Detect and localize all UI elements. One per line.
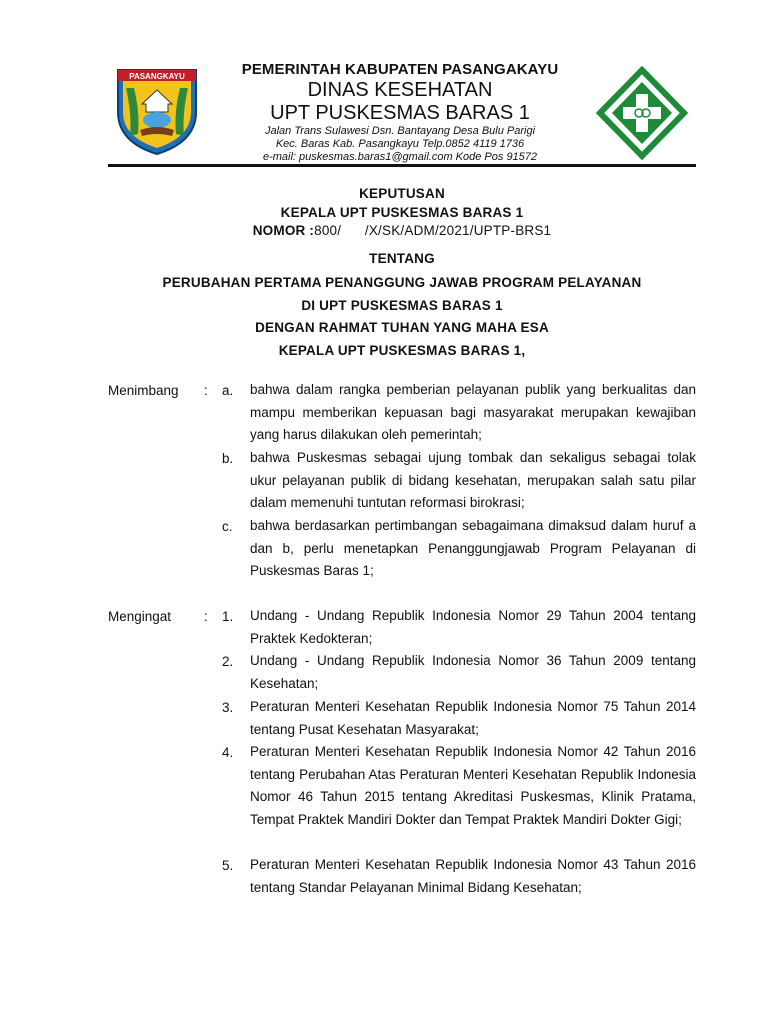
mengingat-item-mark: 2. [222,654,234,669]
mengingat-item-text: Undang - Undang Republik Indonesia Nomor 29 Tahun 2004 tentang Praktek Kedokteran; [250,608,696,646]
signatory-line: KEPALA UPT PUSKESMAS BARAS 1, [278,343,526,358]
mengingat-item-text: Peraturan Menteri Kesehatan Republik Indonesia Nomor 42 Tahun 2016 tentang Perubahan Atas Peraturan Menteri Kesehatan Republik Indonesia Nomor 46 Tahun 2015 tentang Akreditasi Puskesmas, Klinik Pratama, Tempat Praktek Mandiri Dokter dan Tempat Praktek Mandiri Dokter Gigi; [250,744,696,827]
logo-left-text: PASANGKAYU [129,72,185,81]
rahmat-line: DENGAN RAHMAT TUHAN YANG MAHA ESA [255,320,549,335]
subject-line-2: DI UPT PUSKESMAS BARAS 1 [301,298,503,313]
department-name: DINAS KESEHATAN [307,79,493,101]
letterhead-divider [108,164,696,167]
mengingat-item-mark: 1. [222,609,234,624]
decree-heading: KEPUTUSAN [359,186,445,201]
menimbang-item-text: bahwa Puskesmas sebagai ujung tombak dan sekaligus sebagai tolak ukur pelayanan publik di bidang kesehatan, merupakan salah satu pilar dalam memenuhi tuntutan reformasi birokrasi; [250,450,696,511]
mengingat-item-mark: 4. [222,745,234,760]
mengingat-item-mark: 5. [222,858,234,873]
address-line-2: Kec. Baras Kab. Pasangkayu Telp.0852 4119 1736 [275,138,525,150]
decree-issuer: KEPALA UPT PUSKESMAS BARAS 1 [280,205,524,220]
menimbang-colon: : [204,383,208,398]
government-name: PEMERINTAH KABUPATEN PASANGAKAYU [241,61,559,78]
menimbang-item-text: bahwa dalam rangka pemberian pelayanan publik yang berkualitas dan mampu memberikan kepuasan bagi masyarakat merupakan kewajiban yang harus dilakukan oleh pemerintah; [250,382,696,443]
menimbang-item-text: bahwa berdasarkan pertimbangan sebagaimana dimaksud dalam huruf a dan b, perlu menetapkan Penanggungjawab Program Pelayanan di Puskesmas Baras 1; [250,518,696,579]
letterhead [204,60,596,164]
tentang-heading: TENTANG [369,251,435,266]
address-line-3: e-mail: puskesmas.baras1@gmail.com Kode Pos 91572 [262,151,538,163]
puskesmas-logo [596,66,688,160]
unit-name: UPT PUSKESMAS BARAS 1 [270,102,530,124]
mengingat-item-text: Peraturan Menteri Kesehatan Republik Indonesia Nomor 75 Tahun 2014 tentang Pusat Kesehatan Masyarakat; [250,699,696,737]
subject-line-1: PERUBAHAN PERTAMA PENANGGUNG JAWAB PROGRAM PELAYANAN [162,275,642,290]
mengingat-item-text: Undang - Undang Republik Indonesia Nomor 36 Tahun 2009 tentang Kesehatan; [250,653,696,691]
mengingat-label: Mengingat [108,609,172,624]
address-line-1: Jalan Trans Sulawesi Dsn. Bantayang Desa Bulu Parigi [264,125,536,137]
mengingat-colon: : [204,609,208,624]
menimbang-item-mark: b. [222,451,234,466]
decree-number-value: 800/ /X/SK/ADM/2021/UPTP-BRS1 [314,223,552,238]
menimbang-item-mark: c. [222,519,233,534]
menimbang-item-mark: a. [222,383,234,398]
menimbang-label: Menimbang [108,383,179,398]
mengingat-item-text: Peraturan Menteri Kesehatan Republik Indonesia Nomor 43 Tahun 2016 tentang Standar Pelayanan Minimal Bidang Kesehatan; [250,857,696,895]
mengingat-item-mark: 3. [222,700,234,715]
decree-number [108,223,696,238]
pasangkayu-regency-logo [110,64,204,156]
decree-number-label: NOMOR : [252,223,315,238]
